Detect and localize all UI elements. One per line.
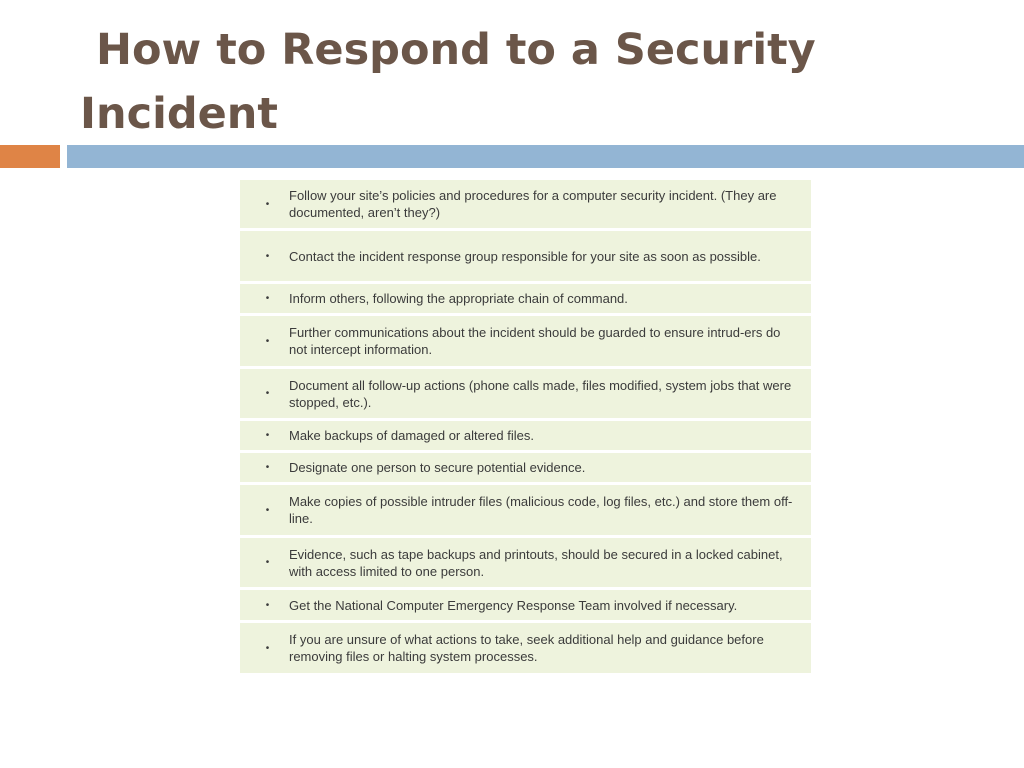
bullet-icon: • (265, 462, 270, 473)
bullet-icon: • (265, 250, 270, 262)
slide-title (80, 18, 880, 146)
step-text: Make copies of possible intruder files (malicious code, log files, etc.) and store them off-line. (289, 494, 793, 526)
step-text: Inform others, following the appropriate chain of command. (289, 291, 628, 306)
table-row (240, 180, 811, 231)
table-row (240, 316, 811, 369)
table-row (240, 538, 811, 590)
bullet-icon: • (265, 335, 270, 347)
table-row (240, 623, 811, 673)
step-text: Make backups of damaged or altered files. (289, 428, 534, 443)
slide-title-line-1: How to Respond to a Security (96, 25, 816, 75)
table-row (240, 485, 811, 538)
slide-title-line-2: Incident (80, 89, 278, 139)
accent-bar-blue (67, 145, 1024, 168)
bullet-icon: • (265, 388, 270, 399)
step-text: Evidence, such as tape backups and printouts, should be secured in a locked cabinet, with access limited to one person. (289, 546, 783, 579)
bullet-icon: • (265, 293, 270, 304)
step-text: Follow your site’s policies and procedures for a computer security incident. (They are documented, aren’t they?) (289, 188, 777, 220)
step-text: Get the National Computer Emergency Response Team involved if necessary. (289, 597, 738, 613)
incident-steps-table (240, 180, 811, 673)
accent-bar-orange (0, 145, 60, 168)
table-row (240, 231, 811, 284)
step-text: If you are unsure of what actions to take, seek additional help and guidance before removing files or halting system processes. (289, 632, 764, 664)
table-row (240, 284, 811, 316)
step-text: Further communications about the incident should be guarded to ensure intrud-ers do not intercept information. (289, 325, 781, 357)
bullet-icon: • (265, 557, 270, 568)
step-text: Document all follow-up actions (phone calls made, files modified, system jobs that were stopped, etc.). (289, 377, 792, 410)
table-row (240, 453, 811, 485)
bullet-icon: • (265, 642, 270, 654)
step-text: Contact the incident response group responsible for your site as soon as possible. (289, 248, 761, 264)
step-text: Designate one person to secure potential evidence. (289, 460, 586, 475)
bullet-icon: • (265, 599, 270, 611)
table-row (240, 421, 811, 453)
table-row (240, 369, 811, 421)
bullet-icon: • (265, 504, 270, 516)
bullet-icon: • (265, 430, 270, 441)
table-row (240, 590, 811, 623)
bullet-icon: • (265, 198, 270, 210)
